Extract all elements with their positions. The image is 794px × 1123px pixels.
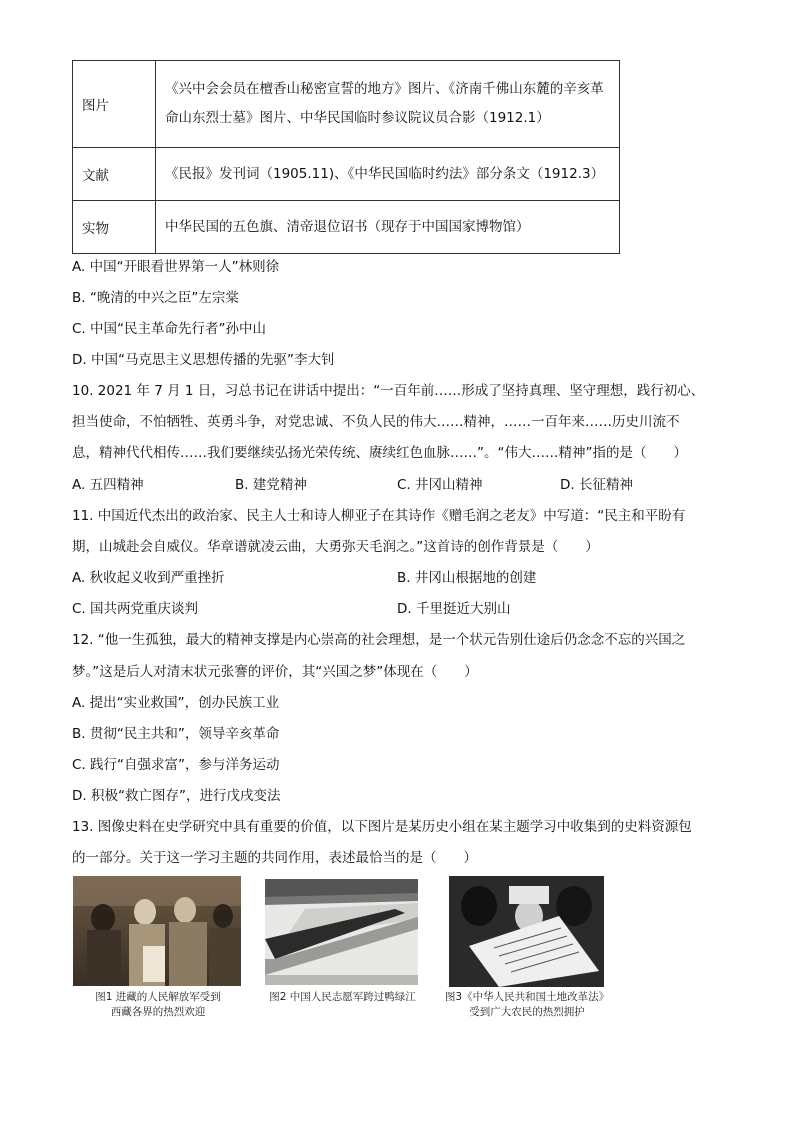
table-content-line: 《兴中会会员在檀香山秘密宣誓的地方》图片、《济南千佛山东麓的辛亥革 <box>165 81 604 97</box>
figure-3-caption-line1: 图3《中华人民共和国土地改革法》 <box>444 991 610 1003</box>
figure-2-image <box>265 879 418 985</box>
figure-3-image <box>449 876 604 987</box>
q13-stem-line: 13. 图像史料在史学研究中具有重要的价值，以下图片是某历史小组在某主题学习中收集到的史料资源包 <box>72 819 692 835</box>
q12-stem-line: 12. “他一生孤独，最大的精神支撑是内心崇高的社会理想，是一个状元告别仕途后仍念念不忘的兴国之 <box>72 632 686 648</box>
q10-option-a[interactable]: A. 五四精神 <box>72 477 144 493</box>
q12-stem-line: 梦。”这是后人对清末状元张謇的评价，其“兴国之梦”体现在（ ） <box>72 664 478 680</box>
q12-option-a[interactable]: A. 提出“实业救国”，创办民族工业 <box>72 695 280 711</box>
q9-option-c[interactable]: C. 中国“民主革命先行者”孙中山 <box>72 321 266 337</box>
figure-1-image <box>73 876 241 986</box>
q11-option-a[interactable]: A. 秋收起义收到严重挫折 <box>72 570 225 586</box>
q9-option-a[interactable]: A. 中国“开眼看世界第一人”林则徐 <box>72 259 280 275</box>
q12-option-c[interactable]: C. 践行“自强求富”，参与洋务运动 <box>72 757 280 773</box>
q10-stem-line: 担当使命，不怕牺牲、英勇斗争，对党忠诚、不负人民的伟大……精神，……一百年来……历史川流不 <box>72 414 680 430</box>
table-content-line: 《民报》发刊词（1905.11)、《中华民国临时约法》部分条文（1912.3） <box>165 165 605 182</box>
q13-stem-line: 的一部分。关于这一学习主题的共同作用，表述最恰当的是（ ） <box>72 850 477 866</box>
q9-option-d[interactable]: D. 中国“马克思主义思想传播的先驱”李大钊 <box>72 352 335 368</box>
table-row <box>73 201 620 254</box>
q10-option-b[interactable]: B. 建党精神 <box>235 477 307 493</box>
figure-3-photo <box>449 876 604 987</box>
q11-option-b[interactable]: B. 井冈山根据地的创建 <box>397 570 537 586</box>
figure-2-caption: 图2 中国人民志愿军跨过鸭绿江 <box>269 991 416 1003</box>
q11-stem-line: 11. 中国近代杰出的政治家、民主人士和诗人柳亚子在其诗作《赠毛润之老友》中写道：“民主和平盼有 <box>72 508 686 524</box>
table-row <box>73 61 620 148</box>
q10-option-c[interactable]: C. 井冈山精神 <box>397 477 483 493</box>
table-content-line: 中华民国的五色旗、清帝退位诏书（现存于中国国家博物馆） <box>165 218 530 235</box>
q12-option-b[interactable]: B. 贯彻“民主共和”，领导辛亥革命 <box>72 726 280 742</box>
table-category: 实物 <box>73 201 156 254</box>
q11-option-c[interactable]: C. 国共两党重庆谈判 <box>72 601 199 617</box>
q11-option-d[interactable]: D. 千里挺近大别山 <box>397 601 511 617</box>
table-category: 文献 <box>73 148 156 201</box>
figure-1-caption-line1: 图1 进藏的人民解放军受到 <box>95 991 221 1003</box>
q10-stem-line: 息，精神代代相传……我们要继续弘扬光荣传统、赓续红色血脉……”。“伟大……精神”指的是（ ） <box>72 445 687 461</box>
q10-stem-line: 10. 2021 年 7 月 1 日，习总书记在讲话中提出：“一百年前……形成了坚持真理、坚守理想，践行初心、 <box>72 383 705 399</box>
table-row <box>73 148 620 201</box>
table-category: 图片 <box>73 61 156 148</box>
table-content-line: 命山东烈士墓》图片、中华民国临时参议院议员合影（1912.1） <box>165 110 550 126</box>
q10-option-d[interactable]: D. 长征精神 <box>560 477 633 493</box>
figure-3-caption-line2: 受到广大农民的热烈拥护 <box>469 1006 585 1018</box>
q9-option-b[interactable]: B. “晚清的中兴之臣”左宗棠 <box>72 290 239 306</box>
q12-option-d[interactable]: D. 积极“救亡图存”，进行戊戌变法 <box>72 788 281 804</box>
table-content <box>156 148 620 201</box>
q11-stem-line: 期，山城赴会自威仪。华章谱就凌云曲，大勇弥天毛润之。”这首诗的创作背景是（ ） <box>72 539 599 555</box>
figure-1-caption-line2: 西藏各界的热烈欢迎 <box>110 1006 206 1018</box>
source-table <box>72 60 620 254</box>
figure-2-photo <box>265 879 418 985</box>
table-content <box>156 201 620 254</box>
table-content <box>156 61 620 148</box>
figure-1-photo <box>73 876 241 986</box>
